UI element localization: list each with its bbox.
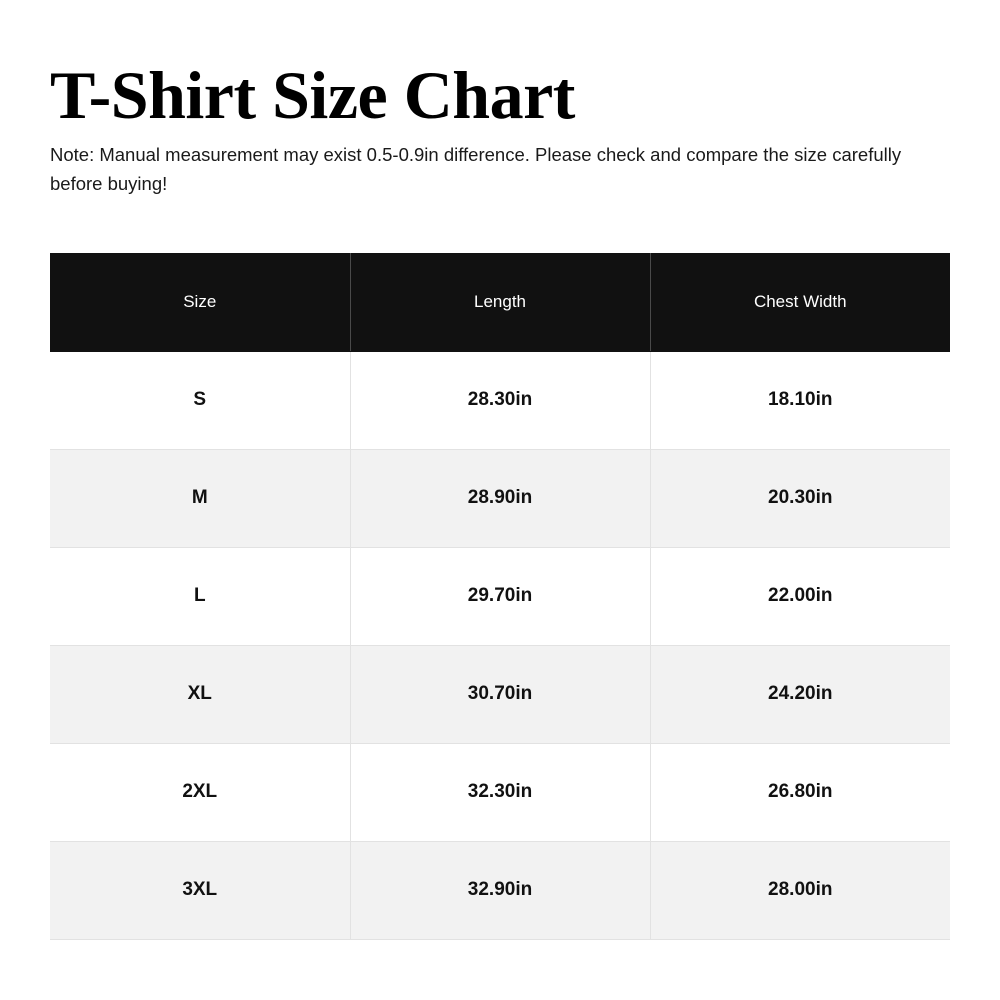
table-row: [50, 449, 950, 547]
table-row: [50, 351, 950, 449]
cell-chest-width: 26.80in: [650, 743, 950, 841]
page-title: T-Shirt Size Chart: [50, 57, 575, 133]
table-row: [50, 645, 950, 743]
cell-length: 29.70in: [350, 547, 650, 645]
table-header: [50, 253, 950, 352]
cell-size: 3XL: [50, 841, 350, 939]
column-header-chest-width: Chest Width: [650, 253, 950, 352]
size-chart-table: [50, 253, 950, 940]
measurement-note: Note: Manual measurement may exist 0.5-0.9in difference. Please check and compare the size carefully before buying!: [50, 144, 902, 195]
cell-chest-width: 24.20in: [650, 645, 950, 743]
cell-length: 32.30in: [350, 743, 650, 841]
table-header-row: [50, 253, 950, 352]
table-row: [50, 547, 950, 645]
cell-size: XL: [50, 645, 350, 743]
cell-chest-width: 18.10in: [650, 351, 950, 449]
cell-size: M: [50, 449, 350, 547]
cell-length: 28.90in: [350, 449, 650, 547]
table-row: [50, 743, 950, 841]
cell-length: 32.90in: [350, 841, 650, 939]
cell-size: 2XL: [50, 743, 350, 841]
cell-chest-width: 22.00in: [650, 547, 950, 645]
column-header-size: Size: [50, 253, 350, 352]
size-chart-table-wrapper: [50, 253, 950, 940]
cell-size: S: [50, 351, 350, 449]
cell-chest-width: 28.00in: [650, 841, 950, 939]
cell-chest-width: 20.30in: [650, 449, 950, 547]
cell-length: 28.30in: [350, 351, 650, 449]
column-header-length: Length: [350, 253, 650, 352]
cell-length: 30.70in: [350, 645, 650, 743]
cell-size: L: [50, 547, 350, 645]
table-body: [50, 351, 950, 939]
table-row: [50, 841, 950, 939]
